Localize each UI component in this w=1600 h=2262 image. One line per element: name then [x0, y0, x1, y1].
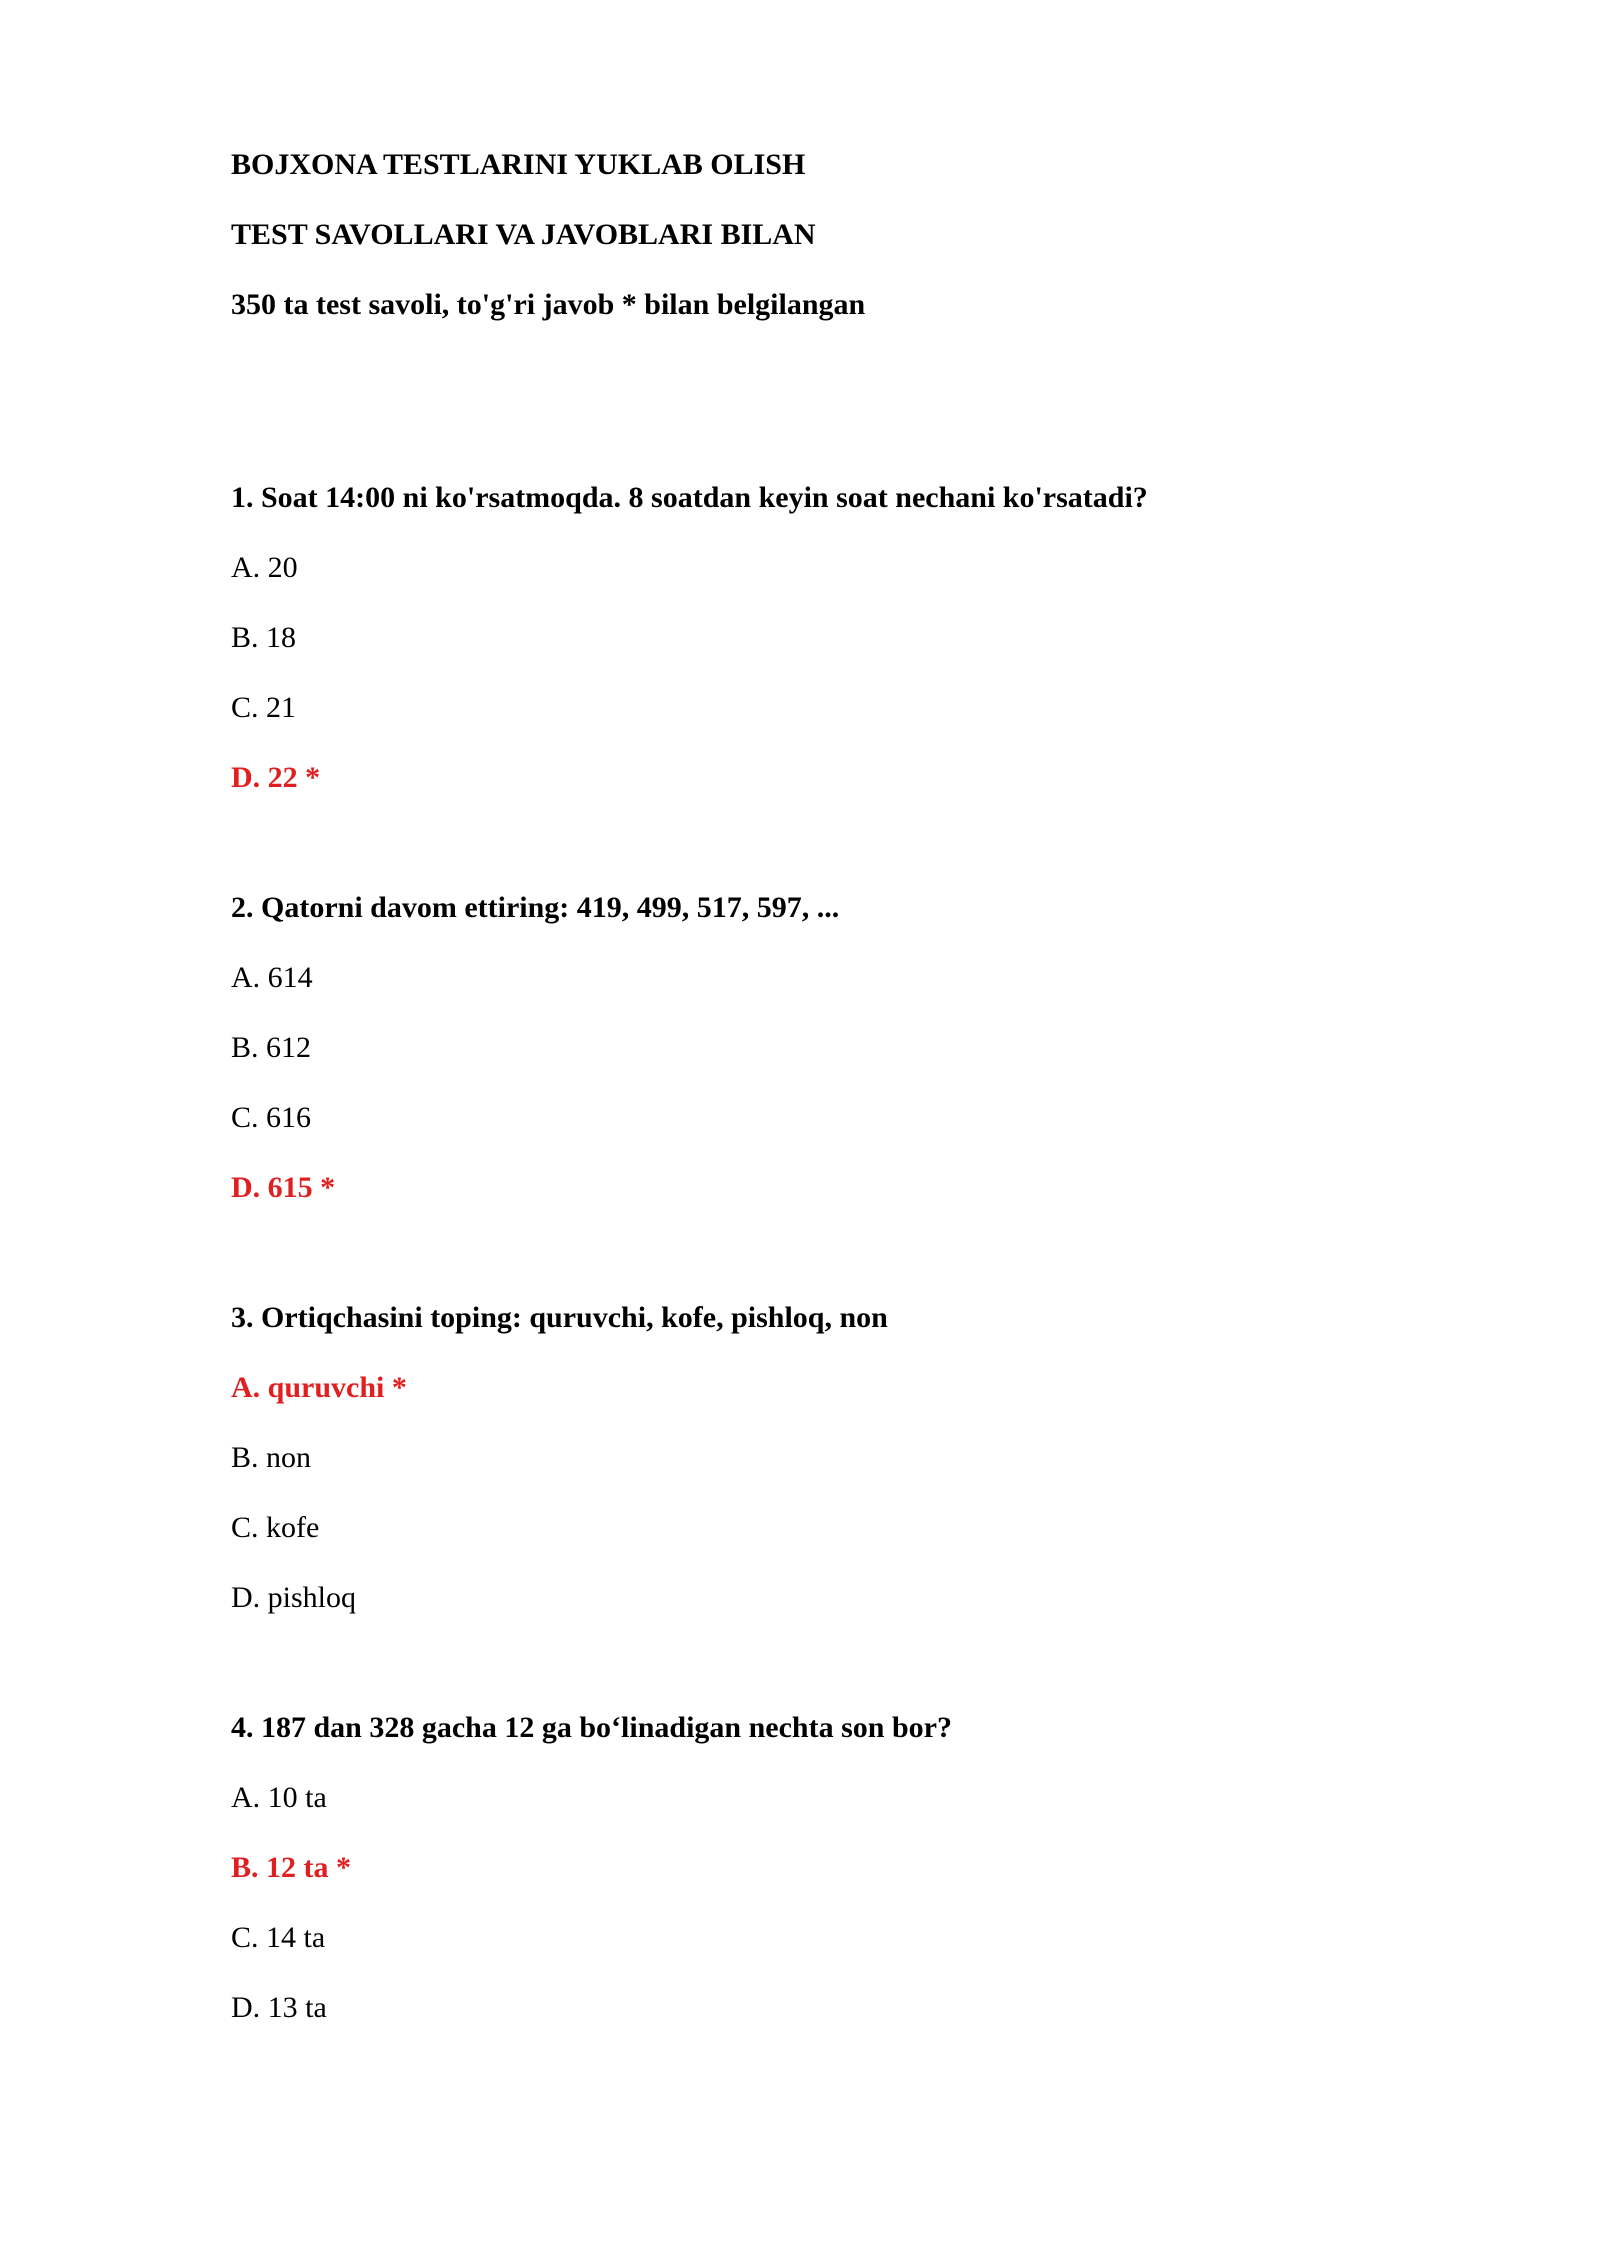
answer-option-a-correct: A. quruvchi * — [231, 1371, 407, 1404]
answer-option-d-correct: D. 22 * — [231, 761, 321, 794]
answer-option-a: A. 614 — [231, 961, 313, 994]
document-page — [231, 150, 1511, 2123]
question-2 — [231, 893, 1511, 1203]
document-title: BOJXONA TESTLARINI YUKLAB OLISH — [231, 148, 806, 181]
question-4 — [231, 1713, 1511, 2023]
question-3 — [231, 1303, 1511, 1613]
answer-option-c: C. 21 — [231, 691, 297, 724]
answer-option-a: A. 10 ta — [231, 1781, 327, 1814]
answer-option-c: C. 14 ta — [231, 1921, 326, 1954]
answer-option-b: B. 612 — [231, 1031, 312, 1064]
document-note: 350 ta test savoli, to'g'ri javob * bilan belgilangan — [231, 288, 866, 321]
answer-option-d-correct: D. 615 * — [231, 1171, 336, 1204]
answer-option-b-correct: B. 12 ta * — [231, 1851, 351, 1884]
answer-option-d: D. 13 ta — [231, 1991, 327, 2024]
question-title: 1. Soat 14:00 ni ko'rsatmoqda. 8 soatdan keyin soat nechani ko'rsatadi? — [231, 481, 1148, 514]
answer-option-d: D. pishloq — [231, 1581, 357, 1614]
question-title: 4. 187 dan 328 gacha 12 ga bo‘linadigan nechta son bor? — [231, 1711, 952, 1744]
answer-option-c: C. kofe — [231, 1511, 320, 1544]
answer-option-a: A. 20 — [231, 551, 298, 584]
answer-option-b: B. non — [231, 1441, 312, 1474]
document-subtitle: TEST SAVOLLARI VA JAVOBLARI BILAN — [231, 218, 816, 251]
answer-option-c: C. 616 — [231, 1101, 312, 1134]
question-title: 3. Ortiqchasini toping: quruvchi, kofe, pishloq, non — [231, 1301, 888, 1334]
question-1 — [231, 483, 1511, 793]
document-header — [231, 150, 1511, 320]
answer-option-b: B. 18 — [231, 621, 297, 654]
question-title: 2. Qatorni davom ettiring: 419, 499, 517, 597, ... — [231, 891, 840, 924]
